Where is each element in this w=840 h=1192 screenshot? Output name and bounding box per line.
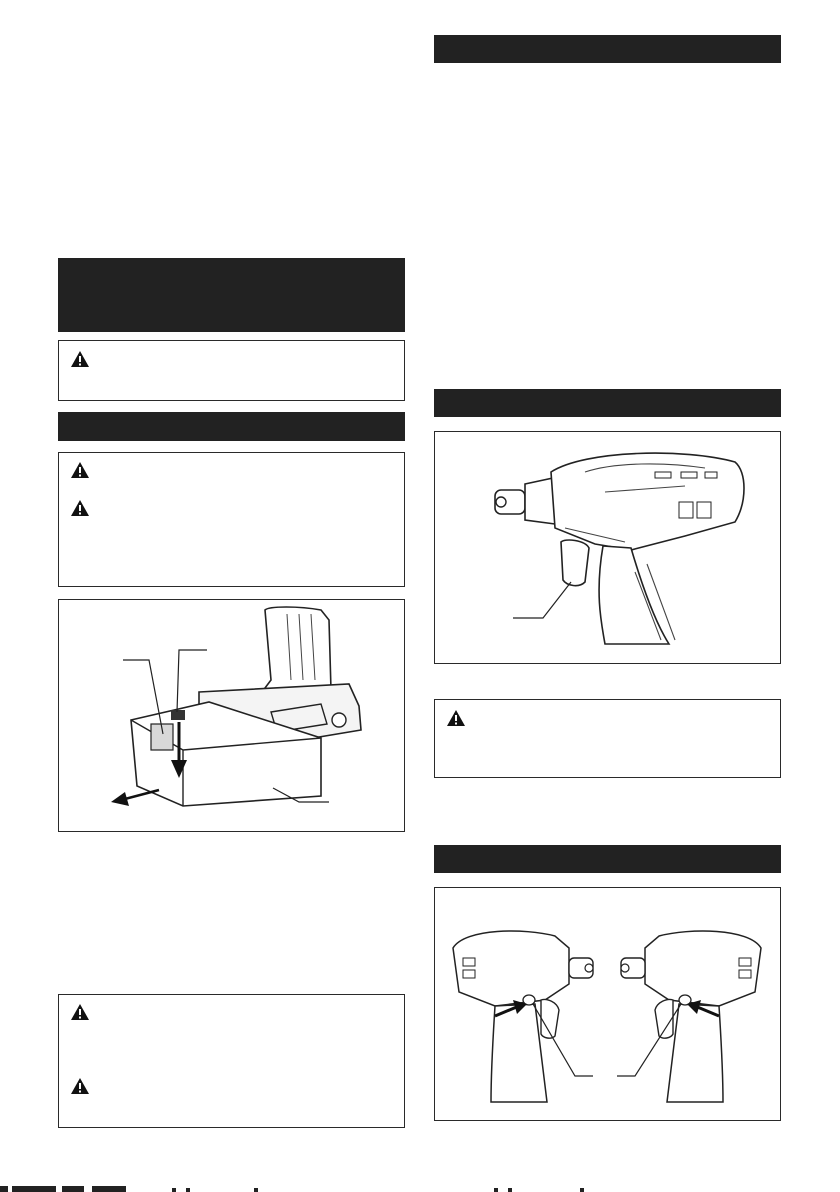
- warning-triangle-icon: [70, 461, 90, 479]
- section-heading-bar: [434, 35, 781, 63]
- warning-triangle-icon: [70, 1003, 90, 1021]
- section-heading-bar: [58, 258, 405, 332]
- cropped-text-fragments: [0, 1180, 840, 1192]
- caution-box: [58, 994, 405, 1128]
- warning-triangle-icon: [70, 1077, 90, 1095]
- section-heading-bar: [434, 845, 781, 873]
- warning-triangle-icon: [70, 350, 90, 368]
- caution-box: [58, 340, 405, 401]
- caution-box: [58, 452, 405, 587]
- impact-driver-pair-illustration: [435, 888, 779, 1118]
- figure-switch-trigger: [434, 431, 781, 664]
- warning-triangle-icon: [70, 499, 90, 517]
- battery-cartridge-illustration: [59, 600, 403, 830]
- caution-box: [434, 699, 781, 778]
- figure-battery-removal: [58, 599, 405, 832]
- section-heading-bar: [58, 412, 405, 441]
- section-heading-bar: [434, 389, 781, 417]
- figure-front-lamps: [434, 887, 781, 1121]
- warning-triangle-icon: [446, 709, 466, 727]
- impact-driver-illustration: [435, 432, 779, 662]
